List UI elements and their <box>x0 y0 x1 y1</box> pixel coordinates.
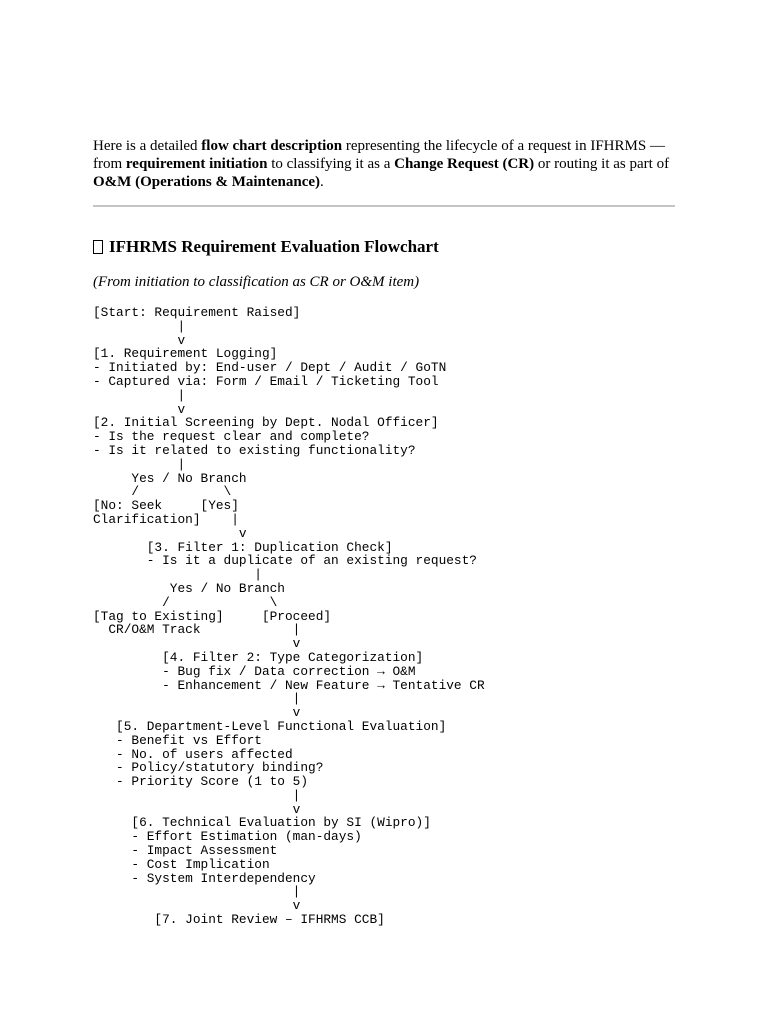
flowchart-line: | <box>93 691 301 707</box>
flowchart-line: - Bug fix / Data correction → O&M <box>93 663 416 679</box>
flowchart-line: CR/O&M Track | <box>93 622 301 638</box>
flowchart-line: [7. Joint Review – IFHRMS CCB] <box>93 912 385 928</box>
section-subtitle: (From initiation to classification as CR or O&M item) <box>93 274 420 290</box>
flowchart-line: | <box>93 456 186 472</box>
flowchart-line: [Tag to Existing] [Proceed] <box>93 608 332 624</box>
flowchart-text-block <box>93 306 485 927</box>
intro-text-4: or routing it as part of <box>534 156 670 172</box>
flowchart-line: Yes / No Branch <box>93 580 285 596</box>
section-title: IFHRMS Requirement Evaluation Flowchart <box>109 237 439 256</box>
intro-text-5: . <box>320 174 324 190</box>
flowchart-line: - Benefit vs Effort <box>93 732 262 748</box>
flowchart-line: v <box>93 401 186 417</box>
flowchart-line: | <box>93 884 301 900</box>
intro-text-2: representing the lifecycle of a request in IFHRMS — from <box>93 138 665 172</box>
flowchart-line: [No: Seek [Yes] <box>93 498 239 514</box>
intro-text-1: Here is a detailed <box>93 138 202 154</box>
intro-paragraph <box>93 137 683 191</box>
flowchart-line: | <box>93 387 186 403</box>
intro-text-3: to classifying it as a <box>267 156 395 172</box>
flowchart-line: - Priority Score (1 to 5) <box>93 774 309 790</box>
flowchart-line: [2. Initial Screening by Dept. Nodal Officer] <box>93 415 439 431</box>
flowchart-line: - No. of users affected <box>93 746 293 762</box>
flowchart-line: - Impact Assessment <box>93 843 278 859</box>
flowchart-line: [3. Filter 1: Duplication Check] <box>93 539 393 555</box>
flowchart-line: [4. Filter 2: Type Categorization] <box>93 649 424 665</box>
flowchart-line: - Initiated by: End-user / Dept / Audit / GoTN <box>93 360 447 376</box>
flowchart-line: - Cost Implication <box>93 856 270 872</box>
flowchart-line: | <box>93 318 186 334</box>
flowchart-line: / \ <box>93 484 232 500</box>
flowchart-line: Clarification] | <box>93 511 239 527</box>
flowchart-line: - Is the request clear and complete? <box>93 429 370 445</box>
flowchart-line: v <box>93 898 301 914</box>
flowchart-line: v <box>93 525 247 541</box>
flowchart-line: - Captured via: Form / Email / Ticketing Tool <box>93 373 439 389</box>
section-heading <box>93 236 439 258</box>
flowchart-line: - Is it related to existing functionality? <box>93 442 416 458</box>
flowchart-line: [5. Department-Level Functional Evaluation] <box>93 718 447 734</box>
flowchart-line: / \ <box>93 594 278 610</box>
flowchart-line: - Enhancement / New Feature → Tentative CR <box>93 677 485 693</box>
flowchart-line: v <box>93 332 186 348</box>
missing-glyph-icon <box>93 240 103 254</box>
flowchart-line: | <box>93 787 301 803</box>
flowchart-line: [1. Requirement Logging] <box>93 346 278 362</box>
flowchart-line: - Is it a duplicate of an existing request? <box>93 553 477 569</box>
flowchart-line: [Start: Requirement Raised] <box>93 305 301 320</box>
intro-bold-om: O&M (Operations & Maintenance) <box>93 174 321 190</box>
flowchart-line: - Policy/statutory binding? <box>93 760 324 776</box>
intro-bold-flow-chart: flow chart description <box>201 138 343 154</box>
flowchart-line: v <box>93 801 301 817</box>
flowchart-line: [6. Technical Evaluation by SI (Wipro)] <box>93 815 431 831</box>
flowchart-line: - Effort Estimation (man-days) <box>93 829 362 845</box>
intro-bold-change-request: Change Request (CR) <box>394 156 535 172</box>
flowchart-line: v <box>93 705 301 721</box>
flowchart-line: Yes / No Branch <box>93 470 247 486</box>
horizontal-divider <box>93 205 675 207</box>
flowchart-line: v <box>93 636 301 652</box>
flowchart-line: - System Interdependency <box>93 870 316 886</box>
intro-bold-requirement: requirement initiation <box>125 156 268 172</box>
flowchart-line: | <box>93 567 262 583</box>
